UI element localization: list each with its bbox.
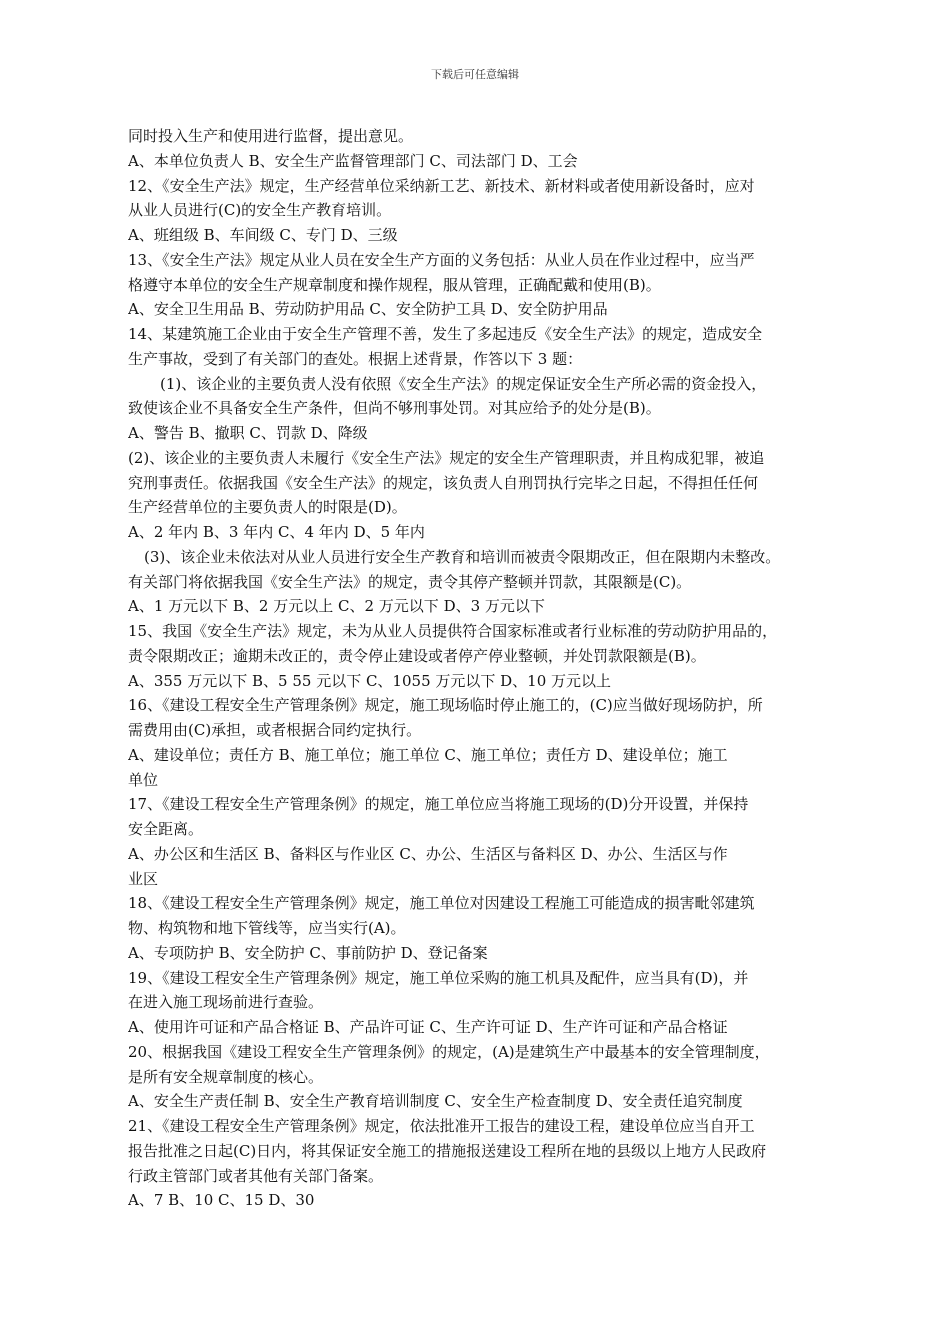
text-line: 是所有安全规章制度的核心。	[128, 1067, 324, 1086]
text-line: 物、构筑物和地下管线等，应当实行(A)。	[128, 919, 406, 937]
text-line: 生产事故，受到了有关部门的查处。根据上述背景，作答以下 3 题：	[128, 349, 583, 368]
text-line: A、建设单位；责任方 B、施工单位；施工单位 C、施工单位；责任方 D、建设单位；施工	[128, 745, 728, 764]
text-line: 究刑事责任。依据我国《安全生产法》的规定，该负责人自刑罚执行完毕之日起，不得担任任何	[128, 473, 759, 492]
text-line: 从业人员进行(C)的安全生产教育培训。	[128, 201, 392, 220]
text-line: (3)、该企业未依法对从业人员进行安全生产教育和培训而被责令限期改正，但在限期内未整改。	[144, 547, 781, 566]
text-line: 18、《建设工程安全生产管理条例》规定，施工单位对因建设工程施工可能造成的损害毗邻建筑	[128, 894, 755, 913]
text-line: 13、《安全生产法》规定从业人员在安全生产方面的义务包括：从业人员在作业过程中，应当严	[128, 250, 755, 269]
text-line: 19、《建设工程安全生产管理条例》规定，施工单位采购的施工机具及配件，应当具有(D)，并	[128, 968, 749, 987]
text-line: A、安全生产责任制 B、安全生产教育培训制度 C、安全生产检查制度 D、安全责任追究制度	[128, 1092, 743, 1111]
document-body	[128, 124, 850, 1213]
text-line: A、安全卫生用品 B、劳动防护用品 C、安全防护工具 D、安全防护用品	[128, 300, 608, 319]
text-line: 有关部门将依据我国《安全生产法》的规定，责令其停产整顿并罚款，其限额是(C)。	[128, 572, 692, 591]
text-line: A、355 万元以下 B、5 55 元以下 C、1055 万元以下 D、10 万元以上	[128, 671, 612, 690]
text-line: 业区	[128, 869, 159, 888]
text-line: 单位	[128, 770, 159, 789]
text-line: 同时投入生产和使用进行监督，提出意见。	[128, 127, 414, 145]
text-line: 需费用由(C)承担，或者根据合同约定执行。	[128, 721, 422, 739]
text-line: 安全距离。	[128, 820, 204, 838]
text-line: (1)、该企业的主要负责人没有依照《安全生产法》的规定保证安全生产所必需的资金投入，	[160, 374, 767, 393]
text-line: 格遵守本单位的安全生产规章制度和操作规程，服从管理，正确配戴和使用(B)。	[128, 275, 661, 294]
text-line: 16、《建设工程安全生产管理条例》规定，施工现场临时停止施工的，(C)应当做好现场防护，所	[128, 696, 763, 715]
text-line: 报告批准之日起(C)日内，将其保证安全施工的措施报送建设工程所在地的县级以上地方人民政府	[128, 1141, 767, 1160]
text-line: A、使用许可证和产品合格证 B、产品许可证 C、生产许可证 D、生产许可证和产品合格证	[128, 1018, 728, 1036]
text-line: 14、某建筑施工企业由于安全生产管理不善，发生了多起违反《安全生产法》的规定，造成安全	[128, 325, 763, 343]
text-line: A、1 万元以下 B、2 万元以上 C、2 万元以下 D、3 万元以下	[128, 597, 545, 616]
text-line: A、专项防护 B、安全防护 C、事前防护 D、登记备案	[128, 943, 488, 962]
text-line: 责令限期改正；逾期未改正的，责令停止建设或者停产停业整顿，并处罚款限额是(B)。	[128, 646, 706, 665]
text-line: (2)、该企业的主要负责人未履行《安全生产法》规定的安全生产管理职责，并且构成犯罪，被追	[128, 448, 765, 467]
text-line: A、2 年内 B、3 年内 C、4 年内 D、5 年内	[128, 523, 425, 541]
text-line: A、班组级 B、车间级 C、专门 D、三级	[128, 226, 398, 244]
text-line: 21、《建设工程安全生产管理条例》规定，依法批准开工报告的建设工程，建设单位应当自开工	[128, 1117, 755, 1135]
text-line: A、警告 B、撤职 C、罚款 D、降级	[128, 424, 368, 442]
text-line: 20、根据我国《建设工程安全生产管理条例》的规定，(A)是建筑生产中最基本的安全管理制度，	[128, 1042, 770, 1061]
page-header: 下载后可任意编辑	[431, 68, 519, 81]
text-line: 行政主管部门或者其他有关部门备案。	[128, 1166, 384, 1185]
text-line: 15、我国《安全生产法》规定，未为从业人员提供符合国家标准或者行业标准的劳动防护用品的，	[128, 622, 778, 640]
text-line: A、本单位负责人 B、安全生产监督管理部门 C、司法部门 D、工会	[128, 151, 578, 170]
text-line: A、办公区和生活区 B、备料区与作业区 C、办公、生活区与备料区 D、办公、生活区与作	[128, 844, 728, 863]
text-line: 致使该企业不具备安全生产条件，但尚不够刑事处罚。对其应给予的处分是(B)。	[128, 399, 661, 418]
text-line: 17、《建设工程安全生产管理条例》的规定，施工单位应当将施工现场的(D)分开设置，并保持	[128, 795, 749, 814]
text-line: 12、《安全生产法》规定，生产经营单位采纳新工艺、新技术、新材料或者使用新设备时，应对	[128, 176, 755, 195]
text-line: A、7 B、10 C、15 D、30	[128, 1191, 315, 1210]
text-line: 在进入施工现场前进行查验。	[128, 993, 324, 1012]
text-line: 生产经营单位的主要负责人的时限是(D)。	[128, 498, 407, 517]
